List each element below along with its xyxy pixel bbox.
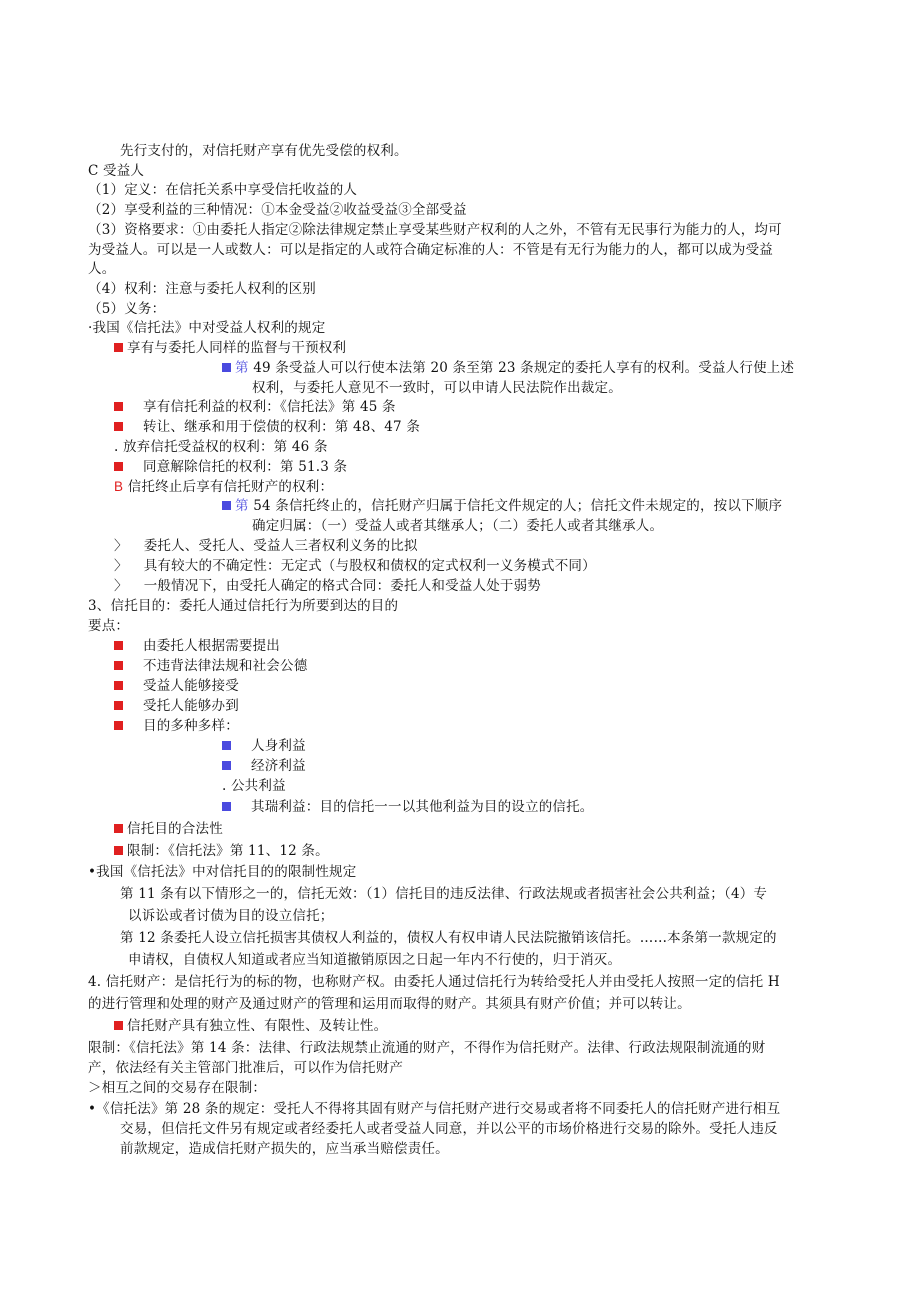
text-line: 申请权，自债权人知道或者应当知道撤销原因之日起一年内不行使的，归于消灭。 [128, 952, 622, 968]
text-line: 限制：《信托法》第 14 条：法律、行政法规禁止流通的财产，不得作为信托财产。法律、行政法规限制流通的财 [88, 1040, 766, 1056]
list-item: 〉 具有较大的不确定性：无定式（与股权和债权的定式权利一义务模式不同） [114, 558, 596, 574]
list-item: 〉 一般情况下，由受托人确定的格式合同：委托人和受益人处于弱势 [114, 578, 542, 594]
list-item: . 公共利益 [222, 778, 286, 794]
red-square-bullet-icon [114, 846, 123, 855]
red-square-bullet-icon [114, 661, 123, 670]
list-item: 受托人能够办到 [114, 697, 239, 716]
list-item: 人身利益 [222, 737, 306, 756]
text-line: 第 11 条有以下情形之一的，信托无效：（1）信托目的违反法律、行政法规或者损害社会公共利益；（4）专 [120, 886, 768, 902]
text-line: 第 12 条委托人设立信托损害其债权人利益的，债权人有权申请人民法院撤销该信托。……本条第一款规定的 [120, 930, 777, 946]
text-line: •《信托法》第 28 条的规定：受托人不得将其固有财产与信托财产进行交易或者将不同委托人的信托财产进行相互 [88, 1101, 781, 1117]
red-square-bullet-icon [114, 641, 123, 650]
list-item: 享有与委托人同样的监督与干预权利 [114, 339, 346, 358]
list-item: 不违背法律法规和社会公德 [114, 657, 307, 676]
text-line: 人。 [88, 261, 116, 277]
red-square-bullet-icon [114, 422, 123, 431]
text-line: 前款规定，造成信托财产损失的，应当承当赔偿责任。 [120, 1141, 449, 1157]
text-line: •我国《信托法》中对信托目的的限制性规定 [88, 864, 357, 880]
section-heading: 3、信托目的：委托人通过信托行为所要到达的目的 [88, 598, 399, 614]
text-line: 要点： [88, 618, 130, 634]
list-item: 信托财产具有独立性、有限性、及转让性。 [114, 1017, 387, 1036]
text-line: （4）权利：注意与委托人权利的区别 [88, 281, 316, 297]
list-item: 第 49 条受益人可以行使本法第 20 条至第 23 条规定的委托人享有的权利。受益人行使上述 [222, 359, 794, 378]
red-square-bullet-icon [114, 824, 123, 833]
list-item: 同意解除信托的权利：第 51.3 条 [114, 458, 347, 477]
list-item: B 信托终止后享有信托财产的权利： [114, 479, 334, 495]
text-line: 以诉讼或者讨债为目的设立信托； [128, 908, 334, 924]
list-item: . 放弃信托受益权的权利：第 46 条 [114, 439, 328, 455]
text-line: ·我国《信托法》中对受益人权利的规定 [88, 320, 326, 336]
text-line: （1）定义：在信托关系中享受信托收益的人 [88, 182, 358, 198]
text-line: 为受益人。可以是一人或数人：可以是指定的人或符合确定标准的人：不管是有无行为能力的人，都可以成为受益 [88, 242, 773, 258]
text-line: 权利，与委托人意见不一致时，可以申请人民法院作出裁定。 [252, 380, 622, 396]
red-square-bullet-icon [114, 1021, 123, 1030]
list-item: 由委托人根据需要提出 [114, 637, 280, 656]
list-item: 享有信托利益的权利：《信托法》第 45 条 [114, 398, 396, 417]
section-heading: C 受益人 [88, 163, 145, 179]
blue-square-bullet-icon [222, 761, 231, 770]
red-square-bullet-icon [114, 721, 123, 730]
text-line: 交易，但信托文件另有规定或者经委托人或者受益人同意，并以公平的市场价格进行交易的除外。受托人违反 [120, 1121, 778, 1137]
text-line: 先行支付的，对信托财产享有优先受偿的权利。 [120, 143, 408, 159]
blue-square-bullet-icon [222, 802, 231, 811]
blue-square-bullet-icon [222, 363, 231, 372]
list-item: 其瑞利益：目的信托一一以其他利益为目的设立的信托。 [222, 798, 594, 817]
text-line: （3）资格要求：①由委托人指定②除法律规定禁止享受某些财产权利的人之外，不管有无民事行为能力的人，均可 [88, 222, 782, 238]
text-line: ＞相互之间的交易存在限制： [88, 1080, 267, 1096]
list-item: 限制：《信托法》第 11、12 条。 [114, 842, 329, 861]
arrow-bullet-icon: 〉 [114, 578, 128, 594]
section-heading: 4. 信托财产：是信托行为的标的物，也称财产权。由委托人通过信托行为转给受托人并由受托人按照一定的信托 H [88, 974, 780, 990]
red-square-bullet-icon [114, 681, 123, 690]
list-item: 目的多种多样： [114, 717, 239, 736]
text-line: 产，依法经有关主管部门批准后，可以作为信托财产 [88, 1060, 404, 1076]
list-item: 受益人能够接受 [114, 677, 239, 696]
list-item: 转让、继承和用于偿债的权利：第 48、47 条 [114, 418, 420, 437]
text-line: （2）享受利益的三种情况：①本金受益②收益受益③全部受益 [88, 202, 467, 218]
list-item: 第 54 条信托终止的，信托财产归属于信托文件规定的人；信托文件未规定的，按以下顺序 [222, 497, 782, 516]
arrow-bullet-icon: 〉 [114, 558, 128, 574]
text-line: （5）义务： [88, 301, 166, 317]
red-square-bullet-icon [114, 343, 123, 352]
text-line: 的进行管理和处理的财产及通过财产的管理和运用而取得的财产。其须具有财产价值；并可以转让。 [88, 996, 691, 1012]
blue-square-bullet-icon [222, 741, 231, 750]
list-item: 〉 委托人、受托人、受益人三者权利义务的比拟 [114, 538, 418, 554]
list-item: 信托目的合法性 [114, 820, 223, 839]
red-square-bullet-icon [114, 462, 123, 471]
red-square-bullet-icon [114, 402, 123, 411]
arrow-bullet-icon: 〉 [114, 538, 128, 554]
list-item: 经济利益 [222, 757, 306, 776]
blue-square-bullet-icon [222, 501, 231, 510]
red-square-bullet-icon [114, 701, 123, 710]
text-line: 确定归属：（一）受益人或者其继承人；（二）委托人或者其继承人。 [252, 518, 664, 534]
